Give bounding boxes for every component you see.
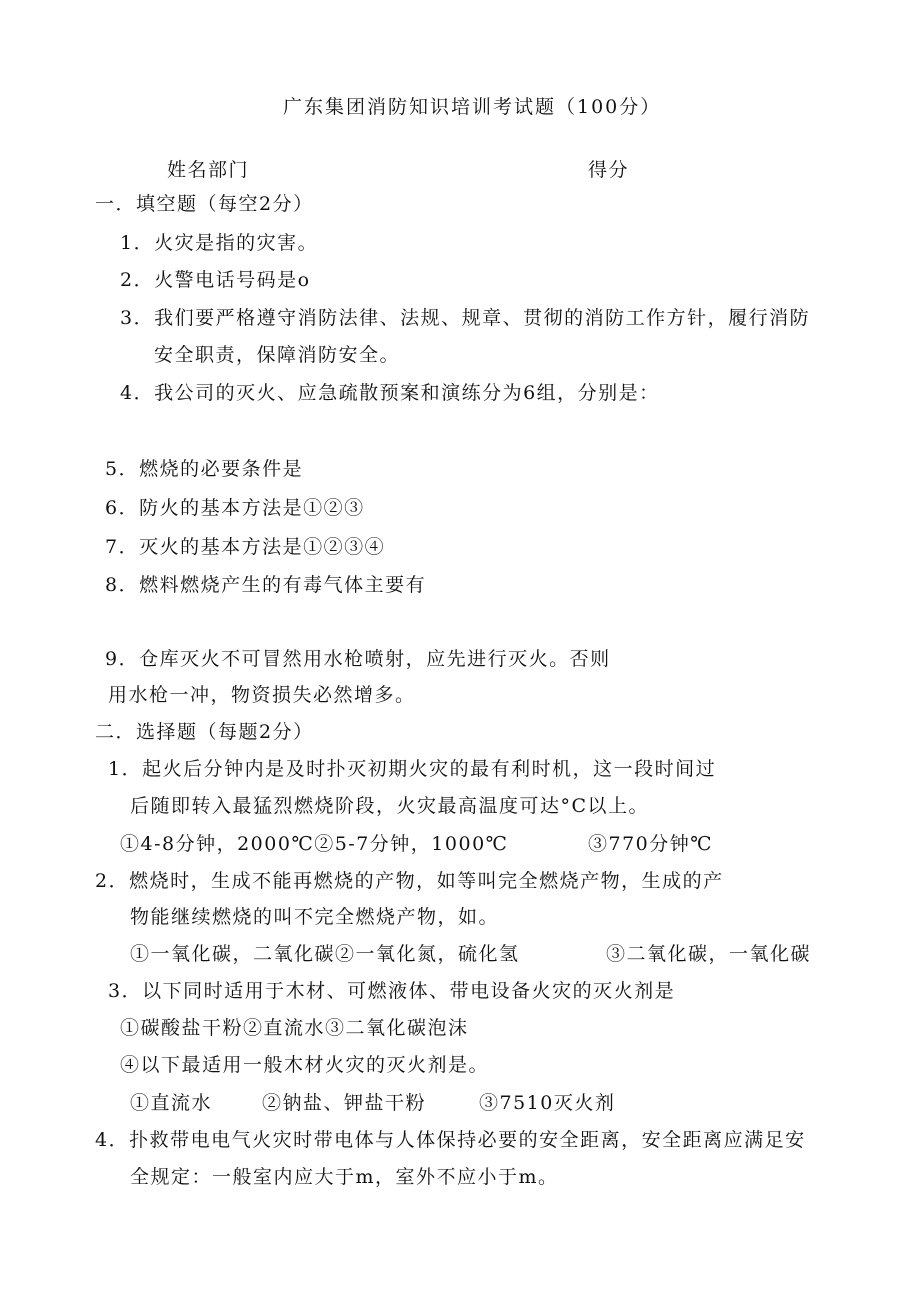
s1-question-4: 4．我公司的灭火、应急疏散预案和演练分为6组，分别是： <box>120 382 660 404</box>
s1-question-9-line2: 用水枪一冲，物资损失必然增多。 <box>108 684 416 706</box>
page-title: 广东集团消防知识培训考试题（100分） <box>283 96 662 118</box>
s1-question-8: 8．燃料燃烧产生的有毒气体主要有 <box>105 574 427 596</box>
s2-question-4-line1: 4．扑救带电电气火灾时带电体与人体保持必要的安全距离，安全距离应满足安 <box>95 1129 806 1151</box>
s2-question-2-line1: 2．燃烧时，生成不能再燃烧的产物，如等叫完全燃烧产物，生成的产 <box>95 870 724 892</box>
s2-question-3b-option-b: ②钠盐、钾盐干粉 <box>262 1092 427 1114</box>
s2-question-3b-option-a: ①直流水 <box>130 1092 213 1114</box>
s2-question-3b-option-c: ③7510灭火剂 <box>479 1092 616 1114</box>
s2-question-4-line2: 全规定：一般室内应大于m，室外不应小于m。 <box>130 1166 559 1188</box>
s1-question-2: 2．火警电话号码是o <box>120 269 311 291</box>
s2-question-1-line2: 后随即转入最猛烈燃烧阶段，火灾最高温度可达°C以上。 <box>130 795 650 817</box>
s2-question-3-options: ①碳酸盐干粉②直流水③二氧化碳泡沫 <box>120 1017 469 1039</box>
name-dept-label: 姓名部门 <box>167 159 250 181</box>
s2-question-2-line2: 物能继续燃烧的叫不完全燃烧产物，如。 <box>130 906 500 928</box>
s1-question-3-line2: 安全职责，保障消防安全。 <box>154 344 401 366</box>
s2-question-3-line3: ④以下最适用一般木材火灾的灭火剂是。 <box>120 1054 490 1076</box>
section1-heading: 一．填空题（每空2分） <box>95 193 314 215</box>
s1-question-7: 7．灭火的基本方法是①②③④ <box>105 536 386 558</box>
section2-heading: 二．选择题（每题2分） <box>95 721 314 743</box>
s2-question-2-options-b: ③二氧化碳，一氧化碳 <box>606 943 812 965</box>
s1-question-3-line1: 3．我们要严格遵守消防法律、法规、规章、贯彻的消防工作方针，履行消防 <box>120 307 811 329</box>
s2-question-1-line1: 1．起火后分钟内是及时扑灭初期火灾的最有利时机，这一段时间过 <box>108 758 717 780</box>
s1-question-5: 5．燃烧的必要条件是 <box>105 458 304 480</box>
s1-question-6: 6．防火的基本方法是①②③ <box>105 497 365 519</box>
s2-question-3-line1: 3．以下同时适用于木材、可燃液体、带电设备火灾的灭火剂是 <box>108 980 676 1002</box>
s1-question-9-line1: 9．仓库灭火不可冒然用水枪喷射，应先进行灭火。否则 <box>105 648 611 670</box>
s2-question-2-options-a: ①一氧化碳，二氧化碳②一氧化氮，硫化氢 <box>130 943 520 965</box>
score-label: 得分 <box>588 159 630 181</box>
s1-question-1: 1．火灾是指的灾害。 <box>120 232 319 254</box>
s2-question-1-options-a: ①4-8分钟，2000℃②5-7分钟，1000℃ <box>120 833 509 855</box>
s2-question-1-options-b: ③770分钟℃ <box>588 833 714 855</box>
